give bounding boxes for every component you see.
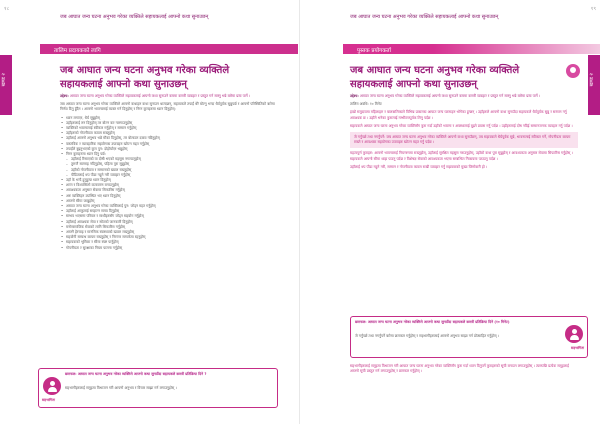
participants-icon [565, 325, 583, 343]
paragraph: उहाँलाई थप पीडा नहुने गरी, सम्मान र गोपनीयता कायम राखी व्यवहार गर्नु सहायकको मुख्य जिम्मेवारी हो । [350, 164, 488, 169]
running-head: जब आघात जन्य घटना अनुभव गरेका व्यक्तिले सहायकलाई आफ्नो कथा सुनाउछन् [350, 14, 499, 20]
list-item: • आघात जन्य घटना अनुभव गरेका व्यक्तिलाई पुन: जोड्न मद्दत गर्नुहोस् [60, 204, 278, 209]
list-item: • मनोसामाजिक सेवाको लागि सिफारिस गर्नुहोस् [60, 225, 278, 230]
tips-list-2 [60, 178, 278, 214]
list-item: • तपाईंले बुझ्नुभएको कुरा पुन: दोहोर्याएर भन्नुहोस् [60, 147, 278, 152]
objective-label: उद्देश्य: [60, 94, 69, 98]
objective-label: उद्देश्य: [350, 94, 359, 98]
section-side-tab [588, 55, 600, 115]
list-item: • सम्भव भएसम्म परिवार र साथीहरुसँग जोड्न सहयोग गर्नुहोस् [60, 214, 278, 219]
page-number: १८ [4, 6, 10, 12]
running-head: जब आघात जन्य घटना अनुभव गरेका व्यक्तिले सहायकलाई आफ्नो कथा सुनाउछन् [60, 14, 209, 20]
list-item: • उहाँ के भन्दै हुनुहुन्छ ध्यान दिनुहोस् [60, 178, 278, 183]
participants-label: सहभागिता [42, 398, 55, 402]
objective [60, 94, 278, 99]
list-item: • निम्न कुराहरुमा ध्यान दिनु पर्छ: [60, 152, 278, 157]
duration: तालिम अवधि: १० मिनेट [350, 102, 382, 107]
highlight-box: जे गर्नुपर्छ तथा नगर्नुपर्ने: जब आघात जन्य घटना अनुभव गरेका व्यक्तिले आफ्नो कथा सुनाउँछन्, तब सहायकले धैर्यपूर्वक सुन्ने, भावनालाई स्वीकार गर्ने, गोपनीयता कायम राख्ने र आवश्यक सहयोगका उपायहरु खोज्न मद्दत गर्नु पर्दछ । [350, 132, 578, 148]
user-icon [566, 64, 580, 78]
paragraph: सहायकले आघात जन्य घटना अनुभव गरेका व्यक्तिसँग कुरा गर्दा उहाँको भावना र अवस्थालाई बुझ्ने प्रयास गर्नु पर्दछ । उहाँहरुलाई दोष नदिई सम्मानजनक व्यवहार गर्नु पर्दछ । [350, 123, 573, 128]
sub-list-item: – उहाँको गोपनीयता र सम्मानको ख्याल राख्नुहोस् [66, 168, 278, 173]
list-item: • उहाँलाई आवश्यक सेवा र स्रोतको जानकारी दिनुहोस् [60, 220, 278, 225]
tips-list [60, 116, 278, 158]
page-number: १९ [590, 6, 596, 12]
page-title: जब आघात जन्य घटना अनुभव गरेका व्यक्तिले सहायकलाई आफ्नो कथा सुनाउछन् [60, 65, 230, 90]
sub-list-item: – तुरुन्तै सल्लाह नदिनुहोस्, पहिला पूरा सुन्नुहोस् [66, 162, 278, 167]
participants-label: सहभागिता [571, 346, 584, 350]
list-item: • ध्यान लगाएर, धैर्य सुन्नुहोस् [60, 116, 278, 121]
objective [350, 94, 578, 99]
list-item: • सहयोगी सम्बन्ध कायम राख्नुहोस् र निरन्तर सम्पर्कमा रहनुहोस् [60, 235, 278, 240]
objective-text: आघात जन्य घटना अनुभव गरेका व्यक्तिले सहायकलाई आफ्नो कथा सुनाउने कममा कसरी व्यवहार र प्रस्तुत गर्न सक्नु भन्ने बारेमा प्रस्ट पार्ने । [359, 94, 541, 98]
band-label: तालिम प्रदायकको लागि [54, 48, 101, 54]
body-column [60, 94, 278, 251]
page-title: जब आघात जन्य घटना अनुभव गरेका व्यक्तिले सहायकलाई आफ्नो कथा सुनाउछन् [350, 65, 520, 90]
sub-list-item: – पीडितलाई थप पीडा नहुने गरी व्यवहार गर्नुहोस् [66, 173, 278, 178]
callout-title: छलफल: आघात जन्य घटना अनुभव गरेका व्यक्तिले आफ्नो कथा सुनाउँदा सहायकले कसरी प्रतिक्रिया दिने ? [65, 372, 207, 376]
sub-list [60, 157, 278, 178]
list-item: • उहाँलाई आफ्नो अनुभव भन्ने मौका दिनुहोस्, तर बोलाउन दबाव नदिनुहोस् [60, 136, 278, 141]
sub-list-item: – उहाँलाई रिसाएको वा दोषी भएको महसुस नगराउनुहोस् [66, 157, 278, 162]
list-item: • उहाँहरुको गोपनीयता कायम राख्नुहोस् [60, 131, 278, 136]
list-item: • शान्त र विश्वासिलो वातावरण बनाउनुहोस् [60, 183, 278, 188]
section-side-tab [0, 55, 12, 115]
objective-text: आघात जन्य घटना अनुभव गरेका व्यक्तिले सहायकलाई आफ्नो कथा सुनाउने कममा कसरी व्यवहार र प्रस्तुत गर्न सक्नु भन्ने बारेमा प्रस्ट पार्ने । [69, 94, 251, 98]
section-band [40, 44, 298, 54]
band-label: पुस्तक प्रयोगकर्ता [357, 48, 391, 54]
paragraph: हाम्रो समुदायमा महिलाहरु र बालबालिकाले विभिन्न प्रकारका आघात जन्य घटनाहरु भोगेका हुन्छन् । उहाँहरुले आफ्नो कथा सुनाउँदा सहायकले धैर्यपूर्वक सुन्नु र सम्मान गर्नु आवश्यक छ । उहाँले भनेका कुरालाई गम्भीरतापूर्वक लिनु पर्दछ । [350, 110, 567, 120]
body-column-lower [350, 364, 578, 377]
discussion-callout [350, 316, 588, 358]
right-page [300, 0, 600, 424]
list-item: • सहायकको भूमिका र सीमा स्पष्ट पार्नुहोस् [60, 240, 278, 245]
callout-title: छलफल: आघात जन्य घटना अनुभव गरेका व्यक्तिले आफ्नो कथा सुनाउँदा सहायकले कसरी प्रतिक्रिया दिने (१० मिनेट) [355, 320, 510, 324]
tips-list-3 [60, 214, 278, 250]
list-item: • वास्तविक र व्यावहारिक सहयोगका उपायहरु खोज्न मद्दत गर्नुहोस् [60, 142, 278, 147]
list-item: • आफ्नै हेरचाह र मानसिक स्वास्थ्यको ख्याल राख्नुहोस् [60, 230, 278, 235]
section-band [343, 44, 600, 54]
side-tab-label: खण्ड २ [589, 73, 595, 87]
list-item: • उहाँलाई आफूलाई सम्हाल्न समय दिनुहोस् [60, 209, 278, 214]
paragraph: सहभागीहरुलाई समूहमा विभाजन गरी आघात जन्य घटना अनुभव गरेका व्यक्तिसँग कुरा गर्दा ध्यान दिनुपर्ने कुराहरुको सूची बनाउन लगाउनुहोस् । त्यसपछि प्रत्येक समूहलाई आफ्नो सूची प्रस्तुत गर्न लगाउनुहोस् र छलफल गर्नुहोस् । [350, 364, 569, 374]
body-column [350, 94, 578, 173]
list-item: • व्यक्तिको भावनालाई स्वीकार गर्नुहोस् र सम्मान गर्नुहोस् [60, 126, 278, 131]
intro-paragraph: जब आघात जन्य घटना अनुभव गरेका व्यक्तिले आफ्नो कथाहरु कथा सुनाउन थाल्दछन्, सहायकले तपाईं धेरै बोल्नु भन्दा धैर्यपूर्वक सुन्नुपर्छ र आफ्नो परिस्थितिको बारेमा निर्णय दिनु हुँदैन । आफ्नो भावनालाई व्यक्त गर्न दिनुहोस् र निम्न कुराहरुमा ध्यान दिनुहोस्: [60, 102, 275, 112]
callout-body: सहभागीहरुलाई समूहमा विभाजन गरी आफ्नो अनुभव र विचार साझा गर्न लगाउनुहोस् । [65, 386, 177, 390]
list-item: • गोपनीयता र सुरक्षाका नियम पालना गर्नुहोस् [60, 246, 278, 251]
list-item: • उहाँहरुलाई रुन दिनुहोस् तर बोल्न कर नलगाउनुहोस् [60, 121, 278, 126]
list-item: • अरु व्यक्तिहरु उपस्थित भए ध्यान दिनुहोस् [60, 194, 278, 199]
callout-body: जे गर्नुपर्छ तथा नगर्नुपर्ने बारेमा छलफल गर्नुहोस् र सहभागीहरुलाई आफ्नो अनुभव साझा गर्न प्रोत्साहित गर्नुहोस् । [355, 334, 500, 338]
discussion-callout [38, 368, 278, 408]
side-tab-label: खण्ड २ [1, 73, 7, 87]
list-item: • आवश्यकता अनुसार सेवामा सिफारिस गर्नुहोस् [60, 188, 278, 193]
list-item: • आफ्नो सीमा जान्नुहोस् [60, 199, 278, 204]
participants-icon [43, 377, 61, 395]
paragraph: महत्वपूर्ण कुराहरु: आफ्नो भावनालाई नियन्त्रणमा राख्नुहोस्, उहाँलाई सुरक्षित महसुस गराउनुहोस्, उहाँको कथा पूरा सुन्नुहोस् र आवश्यकता अनुसार सेवामा सिफारिस गर्नुहोस् । सहायकले आफ्नो सीमा थाहा पाउनु पर्दछ र विशेषज्ञ सेवाको आवश्यकता भएमा सम्बन्धित निकायमा पठाउनु पर्दछ । [350, 151, 573, 161]
